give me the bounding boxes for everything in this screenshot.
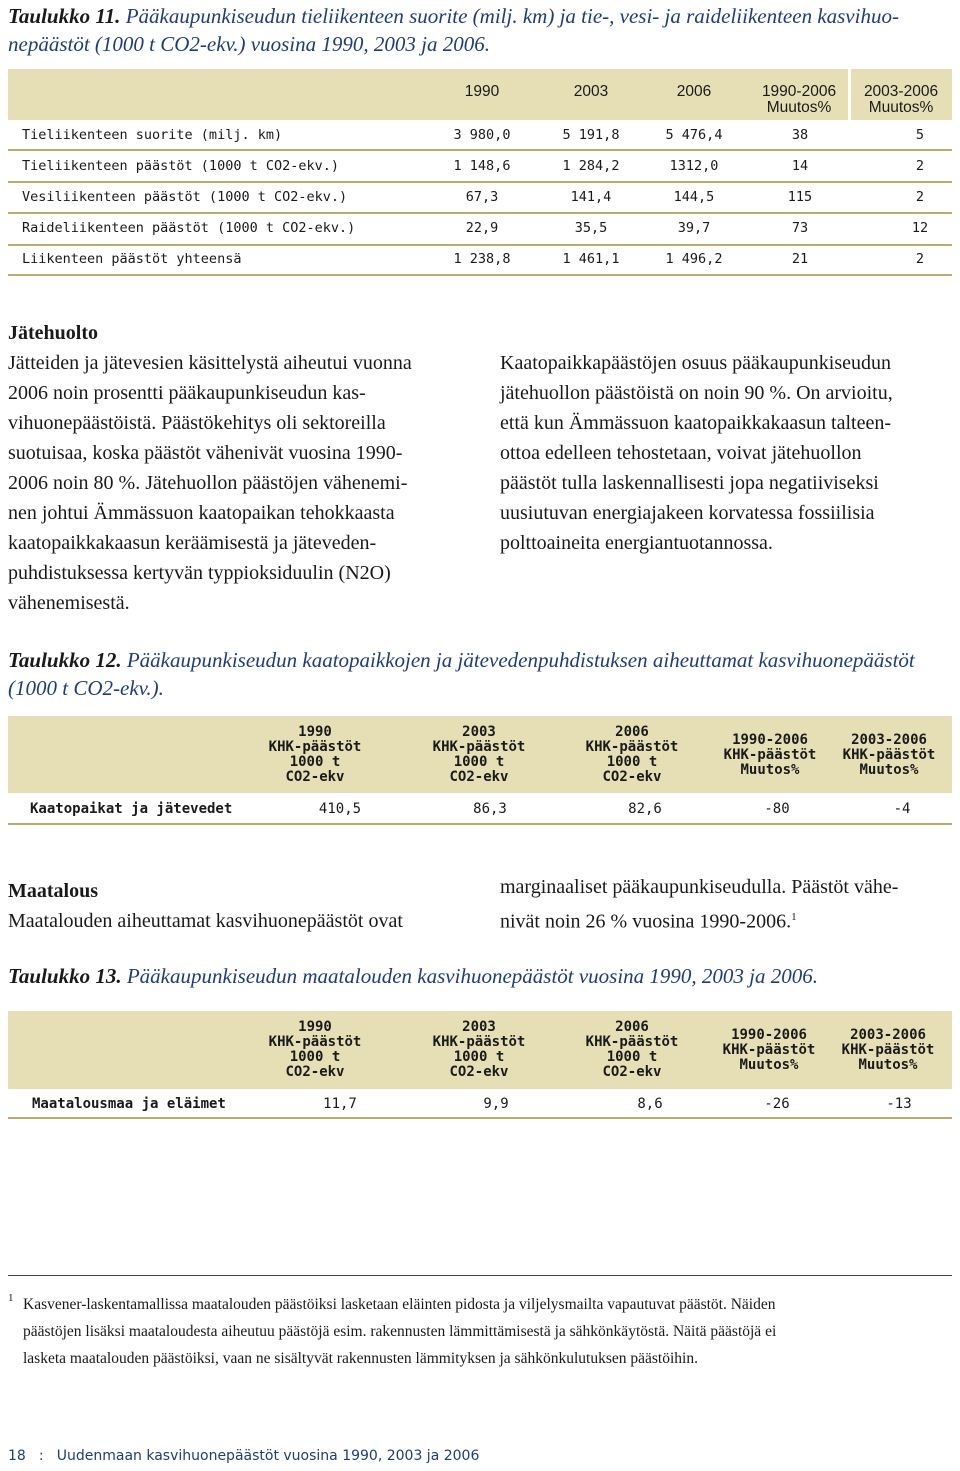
jatehuolto-left-line: vihuonepäästöistä. Päästökehitys oli sektoreilla [8, 412, 386, 434]
table12-cell: 86,3 [473, 801, 507, 817]
table13-header-text: CO2-ekv [285, 1064, 345, 1080]
table12-header-text: KHK-päästöt [723, 747, 817, 763]
table11-cell: 5 191,8 [562, 127, 620, 143]
table11-header-2003-2006-sub: Muutos% [868, 99, 934, 116]
table13-header-2006 [567, 1020, 697, 1080]
table12-caption-label: Taulukko 12. [8, 648, 122, 672]
table11-header-2006: 2006 [676, 83, 712, 100]
table11-header-1990-2006-sub: Muutos% [766, 99, 832, 116]
table13-header-text: CO2-ekv [449, 1064, 509, 1080]
footnote-text [23, 1291, 953, 1372]
table11-cell: 1 461,1 [562, 251, 620, 267]
table11-caption-label: Taulukko 11. [8, 4, 121, 28]
jatehuolto-left-line: nen johtui Ämmässuon kaatopaikan tehokkaasta [8, 502, 395, 524]
table12-header-1990 [250, 725, 380, 785]
footnote-number: 1 [8, 1292, 14, 1304]
table12-row-label: Kaatopaikat ja jätevedet [30, 801, 233, 817]
jatehuolto-right-line: uusiutuvan energiajakeen korvatessa fossiilisia [500, 502, 875, 524]
table13-row-label: Maatalousmaa ja eläimet [32, 1096, 226, 1112]
table13-header-text: 2003-2006 [850, 1027, 926, 1043]
table13-header-text: KHK-päästöt [432, 1034, 526, 1050]
table12-header-2003 [414, 725, 544, 785]
jatehuolto-left-line: 2006 noin prosentti pääkaupunkiseudun kas- [8, 382, 366, 404]
table12-header-text: 1000 t [453, 754, 505, 770]
table11-cell: 1 496,2 [665, 251, 723, 267]
table12-header-text: KHK-päästöt [585, 739, 679, 755]
table12-header-text: CO2-ekv [285, 769, 345, 785]
table11-header-2003-2006 [842, 84, 960, 115]
table11-rule [8, 149, 952, 151]
jatehuolto-right-line: polttoaineita energiantuotannossa. [500, 532, 773, 554]
footnote-ref: 1 [791, 911, 797, 923]
jatehuolto-right-line: että kun Ämmässuon kaatopaikkakaasun talteen- [500, 412, 891, 434]
table11-rule [8, 274, 952, 276]
table13-caption-label: Taulukko 13. [8, 964, 122, 988]
table12-cell: -80 [764, 801, 790, 817]
table12-header-text: 2003 [462, 724, 496, 740]
table11-cell: 21 [791, 251, 809, 267]
table11-rule [8, 212, 952, 214]
table11-cell: 5 [915, 127, 925, 143]
table12-header-text: 2006 [615, 724, 649, 740]
table11-header-2003: 2003 [573, 83, 609, 100]
table13-header-text: 2006 [615, 1019, 649, 1035]
page-footer [8, 1448, 479, 1464]
table12-caption-line2: (1000 t CO2-ekv.). [8, 676, 164, 700]
table12-header-text: 1990 [298, 724, 332, 740]
table12-caption [8, 646, 953, 702]
table12-cell: 82,6 [628, 801, 662, 817]
table13-header-text: KHK-päästöt [268, 1034, 362, 1050]
jatehuolto-left-line: 2006 noin 80 %. Jätehuollon päästöjen vähenemi- [8, 472, 408, 494]
table11-cell: 14 [791, 158, 809, 174]
table13-header-text: 1990-2006 [731, 1027, 807, 1043]
table11-header-1990-2006-year: 1990-2006 [761, 83, 837, 100]
table13-cell: 8,6 [637, 1096, 663, 1112]
table11-row-label: Tieliikenteen päästöt (1000 t CO2-ekv.) [22, 158, 339, 174]
table12-header-text: CO2-ekv [602, 769, 662, 785]
table11-cell: 1 148,6 [453, 158, 511, 174]
table13-header-text: 1000 t [289, 1049, 341, 1065]
table11-caption-line2: nepäästöt (1000 t CO2-ekv.) vuosina 1990, 2003 ja 2006. [8, 32, 490, 56]
table11-cell: 35,5 [574, 220, 608, 236]
jatehuolto-left-line: suotuisaa, koska päästöt vähenivät vuosina 1990- [8, 442, 403, 464]
maatalous-right-line2-wrap [500, 902, 960, 937]
jatehuolto-left-line: vähenemisestä. [8, 592, 130, 614]
table13-header-text: Muutos% [739, 1057, 799, 1073]
table13-header-text: 1000 t [606, 1049, 658, 1065]
table11-cell: 1 238,8 [453, 251, 511, 267]
table11-caption [8, 2, 953, 58]
page-footer-separator: : [38, 1448, 44, 1464]
jatehuolto-right-column [500, 348, 960, 558]
table11-cell: 3 980,0 [453, 127, 511, 143]
table13-header-text: CO2-ekv [602, 1064, 662, 1080]
jatehuolto-heading: Jätehuolto [8, 322, 98, 344]
maatalous-right-column [500, 872, 960, 937]
table11-cell: 115 [787, 189, 813, 205]
table13-header-text: 1000 t [453, 1049, 505, 1065]
table11-row-label: Liikenteen päästöt yhteensä [22, 251, 242, 267]
page-number: 18 [8, 1448, 26, 1464]
table11-row-label: Raideliikenteen päästöt (1000 t CO2-ekv.) [22, 220, 356, 236]
maatalous-heading: Maatalous [8, 880, 98, 902]
table11-cell: 2 [915, 189, 925, 205]
table13-header-text: 2003 [462, 1019, 496, 1035]
maatalous-left-text: Maatalouden aiheuttamat kasvihuonepäästöt ovat [8, 910, 403, 932]
table11-cell: 38 [791, 127, 809, 143]
maatalous-left-column [8, 876, 488, 936]
table11-cell: 144,5 [673, 189, 715, 205]
jatehuolto-left-line: puhdistuksessa kertyvän typpioksiduulin (N2O) [8, 562, 391, 584]
table11-header-1990-2006 [740, 84, 858, 115]
table11-rule [8, 181, 952, 183]
table13-header-text: KHK-päästöt [585, 1034, 679, 1050]
table13-header-2003-2006 [823, 1028, 953, 1073]
table12-cell: 410,5 [318, 801, 362, 817]
table11-cell: 5 476,4 [665, 127, 723, 143]
table11-cell: 141,4 [570, 189, 612, 205]
jatehuolto-right-line: Kaatopaikkapäästöjen osuus pääkaupunkiseudun [500, 352, 892, 374]
table11-caption-line1: Pääkaupunkiseudun tieliikenteen suorite (milj. km) ja tie-, vesi- ja raideliikenteen kasvihuo- [125, 4, 899, 28]
table13-cell: 11,7 [323, 1096, 357, 1112]
table13-caption [8, 962, 953, 990]
table11-cell: 1 284,2 [562, 158, 620, 174]
table11-row-label: Vesiliikenteen päästöt (1000 t CO2-ekv.) [22, 189, 348, 205]
page-footer-title: Uudenmaan kasvihuonepäästöt vuosina 1990, 2003 ja 2006 [56, 1448, 480, 1464]
jatehuolto-right-line: jätehuollon päästöistä on noin 90 %. On arvioitu, [500, 382, 893, 404]
table11-cell: 2 [915, 251, 925, 267]
jatehuolto-left-line: kaatopaikkakaasun keräämisestä ja jäteveden- [8, 532, 377, 554]
table11-cell: 39,7 [677, 220, 711, 236]
table11-row-label: Tieliikenteen suorite (milj. km) [22, 127, 283, 143]
jatehuolto-left-line: Jätteiden ja jätevesien käsittelystä aiheutui vuonna [8, 352, 412, 374]
table11-cell: 2 [915, 158, 925, 174]
table13-header-text: 1990 [298, 1019, 332, 1035]
table12-header-1990-2006 [705, 733, 835, 778]
table11-cell: 1312,0 [669, 158, 719, 174]
jatehuolto-right-line: ottoa edelleen tehostetaan, voivat jätehuollon [500, 442, 862, 464]
table12-header-text: KHK-päästöt [842, 747, 936, 763]
table12-header-text: CO2-ekv [449, 769, 509, 785]
table11-cell: 73 [791, 220, 809, 236]
table13-header-text: KHK-päästöt [722, 1042, 816, 1058]
table12-header-2006 [567, 725, 697, 785]
table12-caption-line1: Pääkaupunkiseudun kaatopaikkojen ja jätevedenpuhdistuksen aiheuttamat kasvihuonepäästöt [126, 648, 915, 672]
table12-rule [8, 823, 952, 825]
table11-header-1990: 1990 [464, 83, 500, 100]
table12-header-text: 2003-2006 [851, 732, 927, 748]
table11-cell: 12 [911, 220, 929, 236]
table12-header-2003-2006 [824, 733, 954, 778]
table12-header-text: 1000 t [606, 754, 658, 770]
table12-header-text: KHK-päästöt [268, 739, 362, 755]
table11-cell: 67,3 [465, 189, 499, 205]
jatehuolto-left-column [8, 318, 478, 618]
table13-header-1990 [250, 1020, 380, 1080]
table13-header-text: KHK-päästöt [841, 1042, 935, 1058]
footnote-line: lasketa maatalouden päästöiksi, vaan ne sisältyvät rakennusten lämmityksen ja sähkönkulutuksen päästöihin. [23, 1350, 698, 1367]
table12-header-text: Muutos% [740, 762, 800, 778]
maatalous-right-line2: nivät noin 26 % vuosina 1990-2006. [500, 910, 792, 933]
table13-cell: -13 [886, 1096, 912, 1112]
table13-rule [8, 1117, 952, 1119]
table13-cell: -26 [764, 1096, 790, 1112]
table13-header-2003 [414, 1020, 544, 1080]
table11-cell: 22,9 [465, 220, 499, 236]
footnote-line: Kasvener-laskentamallissa maatalouden päästöiksi lasketaan eläinten pidosta ja viljelysmailta vapautuvat päästöt. Näiden [23, 1296, 776, 1313]
table12-header-text: KHK-päästöt [432, 739, 526, 755]
table11-header-2003-2006-year: 2003-2006 [863, 83, 939, 100]
table13-cell: 9,9 [483, 1096, 509, 1112]
table12-header-text: Muutos% [859, 762, 919, 778]
table12-cell: -4 [893, 801, 911, 817]
table13-header-1990-2006 [704, 1028, 834, 1073]
table12-header-text: 1990-2006 [732, 732, 808, 748]
footnote-divider [8, 1275, 952, 1276]
table11-rule [8, 244, 952, 246]
table13-header-text: Muutos% [858, 1057, 918, 1073]
jatehuolto-right-line: päästöt tulla laskennallisesti jopa negatiiviseksi [500, 472, 879, 494]
table12-header-text: 1000 t [289, 754, 341, 770]
maatalous-right-line1: marginaaliset pääkaupunkiseudulla. Päästöt vähe- [500, 876, 899, 898]
footnote-line: päästöjen lisäksi maataloudesta aiheutuu päästöjä esim. rakennusten lämmittämisestä ja sähkönkäytöstä. Näitä päästöjä ei [23, 1323, 777, 1340]
table13-caption-line1: Pääkaupunkiseudun maatalouden kasvihuonepäästöt vuosina 1990, 2003 ja 2006. [126, 964, 819, 988]
